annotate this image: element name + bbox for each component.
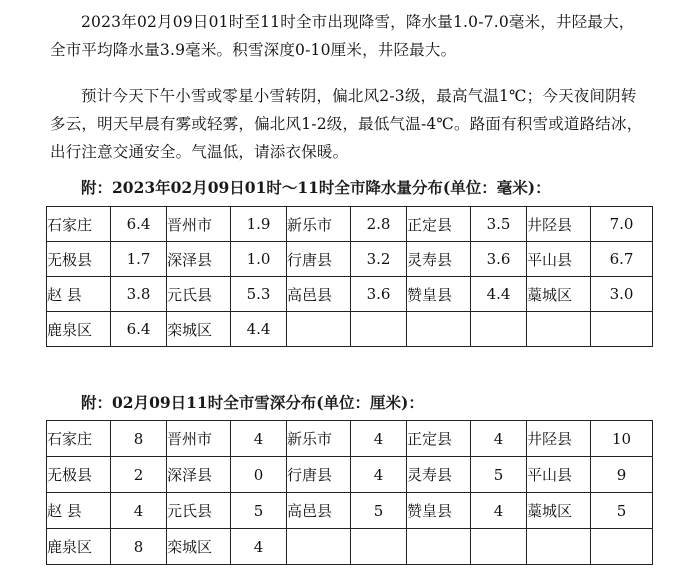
- county-name-cell: 栾城区: [167, 529, 231, 565]
- value-cell: 4: [231, 421, 287, 457]
- value-cell: [591, 529, 653, 565]
- county-name-cell: 正定县: [407, 421, 471, 457]
- county-name-cell: 赞皇县: [407, 493, 471, 529]
- county-name-cell: 鹿泉区: [47, 312, 111, 347]
- county-name-cell: [527, 312, 591, 347]
- county-name-cell: 赞皇县: [407, 277, 471, 312]
- value-cell: 4: [471, 421, 527, 457]
- snow-depth-table: [46, 420, 653, 565]
- county-name-cell: 行唐县: [287, 457, 351, 493]
- value-cell: [351, 312, 407, 347]
- county-name-cell: 平山县: [527, 242, 591, 277]
- value-cell: 4.4: [471, 277, 527, 312]
- county-name-cell: 鹿泉区: [47, 529, 111, 565]
- value-cell: 1.0: [231, 242, 287, 277]
- snow-depth-table-caption: 附：02月09日11时全市雪深分布(单位：厘米)：: [81, 393, 424, 412]
- forecast-paragraph: 预计今天下午小雪或零星小雪转阴，偏北风2-3级，最高气温1℃；今天夜间阴转多云，明天早晨有雾或轻雾，偏北风1-2级，最低气温-4℃。路面有积雪或道路结冰，出行注意交通安全。气温低，请添衣保暖。: [50, 87, 643, 161]
- county-name-cell: 赵 县: [47, 493, 111, 529]
- value-cell: 7.0: [591, 207, 653, 242]
- value-cell: 3.2: [351, 242, 407, 277]
- table-row: [47, 493, 653, 529]
- value-cell: 4: [351, 457, 407, 493]
- value-cell: [351, 529, 407, 565]
- table-row: [47, 312, 653, 347]
- county-name-cell: 无极县: [47, 242, 111, 277]
- county-name-cell: 高邑县: [287, 493, 351, 529]
- county-name-cell: [407, 529, 471, 565]
- county-name-cell: [287, 312, 351, 347]
- value-cell: 6.7: [591, 242, 653, 277]
- value-cell: 4.4: [231, 312, 287, 347]
- county-name-cell: 栾城区: [167, 312, 231, 347]
- county-name-cell: 井陉县: [527, 207, 591, 242]
- county-name-cell: [287, 529, 351, 565]
- value-cell: 3.0: [591, 277, 653, 312]
- value-cell: 1.9: [231, 207, 287, 242]
- county-name-cell: 高邑县: [287, 277, 351, 312]
- value-cell: 3.6: [351, 277, 407, 312]
- value-cell: 2: [111, 457, 167, 493]
- county-name-cell: 正定县: [407, 207, 471, 242]
- value-cell: 4: [471, 493, 527, 529]
- county-name-cell: 深泽县: [167, 242, 231, 277]
- county-name-cell: 晋州市: [167, 421, 231, 457]
- weather-summary-paragraph: 2023年02月09日01时至11时全市出现降雪，降水量1.0-7.0毫米，井陉最大，全市平均降水量3.9毫米。积雪深度0-10厘米，井陉最大。: [50, 13, 635, 59]
- county-name-cell: 新乐市: [287, 421, 351, 457]
- county-name-cell: 晋州市: [167, 207, 231, 242]
- value-cell: 10: [591, 421, 653, 457]
- county-name-cell: 灵寿县: [407, 242, 471, 277]
- value-cell: 5: [351, 493, 407, 529]
- value-cell: 9: [591, 457, 653, 493]
- value-cell: 8: [111, 421, 167, 457]
- value-cell: 4: [351, 421, 407, 457]
- county-name-cell: 深泽县: [167, 457, 231, 493]
- county-name-cell: 新乐市: [287, 207, 351, 242]
- county-name-cell: 平山县: [527, 457, 591, 493]
- county-name-cell: [527, 529, 591, 565]
- county-name-cell: 元氏县: [167, 277, 231, 312]
- value-cell: 4: [111, 493, 167, 529]
- value-cell: 5: [591, 493, 653, 529]
- value-cell: 5.3: [231, 277, 287, 312]
- table-row: [47, 421, 653, 457]
- precipitation-table-caption: 附：2023年02月09日01时～11时全市降水量分布(单位：毫米)：: [81, 178, 551, 197]
- county-name-cell: 井陉县: [527, 421, 591, 457]
- county-name-cell: 藁城区: [527, 277, 591, 312]
- table-row: [47, 242, 653, 277]
- value-cell: 5: [471, 457, 527, 493]
- value-cell: 6.4: [111, 207, 167, 242]
- value-cell: [471, 529, 527, 565]
- county-name-cell: 元氏县: [167, 493, 231, 529]
- value-cell: 6.4: [111, 312, 167, 347]
- county-name-cell: 藁城区: [527, 493, 591, 529]
- precipitation-table: [46, 206, 653, 347]
- county-name-cell: 灵寿县: [407, 457, 471, 493]
- table-row: [47, 277, 653, 312]
- value-cell: [471, 312, 527, 347]
- table-row: [47, 457, 653, 493]
- table-row: [47, 529, 653, 565]
- value-cell: 3.5: [471, 207, 527, 242]
- county-name-cell: [407, 312, 471, 347]
- county-name-cell: 石家庄: [47, 421, 111, 457]
- county-name-cell: 行唐县: [287, 242, 351, 277]
- value-cell: 8: [111, 529, 167, 565]
- value-cell: [591, 312, 653, 347]
- value-cell: 5: [231, 493, 287, 529]
- value-cell: 3.6: [471, 242, 527, 277]
- value-cell: 0: [231, 457, 287, 493]
- county-name-cell: 石家庄: [47, 207, 111, 242]
- value-cell: 1.7: [111, 242, 167, 277]
- table-row: [47, 207, 653, 242]
- value-cell: 3.8: [111, 277, 167, 312]
- county-name-cell: 赵 县: [47, 277, 111, 312]
- value-cell: 4: [231, 529, 287, 565]
- value-cell: 2.8: [351, 207, 407, 242]
- county-name-cell: 无极县: [47, 457, 111, 493]
